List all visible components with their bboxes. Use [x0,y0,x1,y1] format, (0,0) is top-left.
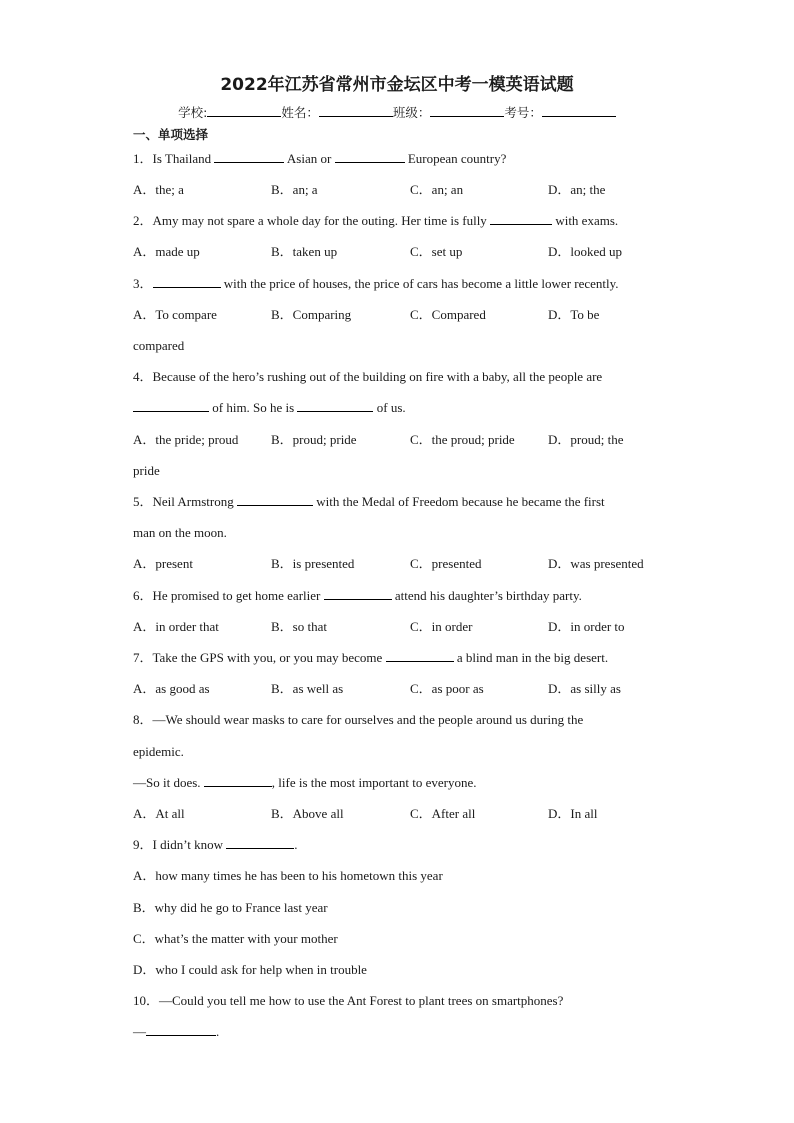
option-d-wrap: pride [133,463,160,478]
option-d[interactable]: D．In all [548,806,598,821]
option-b[interactable]: B．is presented [271,556,355,571]
question-2-options [133,244,693,260]
option-c[interactable]: C．After all [410,806,476,821]
question-text: —So it does. [133,775,204,790]
question-8-stem-cont: epidemic. [133,744,184,759]
question-text: 6．He promised to get home earlier [133,588,324,603]
option-c[interactable]: C．set up [410,244,463,259]
class-blank[interactable] [430,105,504,117]
question-text: with the price of houses, the price of cars has become a little lower recently. [220,276,619,291]
option-b[interactable]: B．why did he go to France last year [133,900,328,915]
question-10-stem: 10．—Could you tell me how to use the Ant Forest to plant trees on smartphones? [133,993,564,1008]
exam-number-blank[interactable] [542,105,616,117]
question-4-options [133,432,693,448]
option-d[interactable]: D．looked up [548,244,623,259]
option-d[interactable]: D．in order to [548,619,625,634]
answer-blank[interactable] [226,837,294,849]
question-5-stem-cont: man on the moon. [133,525,227,540]
option-d[interactable]: D．was presented [548,556,644,571]
option-d[interactable]: D．as silly as [548,681,621,696]
option-b[interactable]: B．so that [271,619,327,634]
option-c[interactable]: C．presented [410,556,482,571]
question-7-options [133,681,693,697]
option-c[interactable]: C．an; an [410,182,464,197]
school-blank[interactable] [207,105,281,117]
question-text: with exams. [552,213,619,228]
question-text: — [133,1024,146,1039]
question-6-stem [133,588,582,604]
option-b[interactable]: B．taken up [271,244,338,259]
option-d[interactable]: D．To be [548,307,600,322]
question-text: , life is the most important to everyone. [271,775,477,790]
question-1-options [133,182,693,198]
question-9-stem [133,837,298,853]
option-c[interactable]: C．Compared [410,307,486,322]
section-heading: 一、单项选择 [133,127,209,142]
option-a[interactable]: A．To compare [133,307,217,322]
student-info-line [0,103,794,121]
question-text: 1．Is Thailand [133,151,215,166]
question-8-reply [133,775,477,791]
option-b[interactable]: B．Above all [271,806,344,821]
option-d[interactable]: D．proud; the [548,432,624,447]
option-d-wrap: compared [133,338,185,353]
question-text: of us. [373,400,406,415]
question-2-stem [133,213,618,229]
question-text: 2．Amy may not spare a whole day for the outing. Her time is fully [133,213,491,228]
name-label: 姓名： [281,105,319,120]
answer-blank[interactable] [386,650,454,662]
question-text: with the Medal of Freedom because he became the first [313,494,605,509]
option-b[interactable]: B．as well as [271,681,344,696]
exam-title: 2022年江苏省常州市金坛区中考一模英语试题 [220,75,574,95]
answer-blank[interactable] [133,400,209,412]
option-a[interactable]: A．At all [133,806,185,821]
question-4-stem: 4．Because of the hero’s rushing out of the building on fire with a baby, all the people are [133,369,603,384]
option-a[interactable]: A．the pride; proud [133,432,239,447]
question-text: attend his daughter’s birthday party. [391,588,582,603]
question-5-options [133,556,693,572]
option-d[interactable]: D．an; the [548,182,606,197]
option-c[interactable]: C．as poor as [410,681,484,696]
question-4-stem-cont [133,400,406,416]
answer-blank[interactable] [146,1024,216,1036]
option-b[interactable]: B．an; a [271,182,318,197]
question-1-stem [133,151,506,167]
answer-blank[interactable] [153,276,221,288]
name-blank[interactable] [319,105,393,117]
exam-number-label: 考号： [504,105,542,120]
option-c[interactable]: C．in order [410,619,473,634]
answer-blank[interactable] [214,151,284,163]
question-5-stem [133,494,605,510]
option-c[interactable]: C．what’s the matter with your mother [133,931,338,946]
question-10-reply [133,1024,219,1040]
option-d[interactable]: D．who I could ask for help when in trouble [133,962,367,977]
option-a[interactable]: A．made up [133,244,200,259]
question-8-stem: 8．—We should wear masks to care for ourselves and the people around us during the [133,712,584,727]
option-a[interactable]: A．how many times he has been to his hometown this year [133,868,443,883]
question-text: 3． [133,276,153,291]
question-text: . [294,837,298,852]
option-a[interactable]: A．as good as [133,681,210,696]
question-text: 9．I didn’t know [133,837,227,852]
question-3-stem [133,276,619,292]
school-label: 学校: [178,105,208,120]
question-6-options [133,619,693,635]
option-b[interactable]: B．proud; pride [271,432,357,447]
question-7-stem [133,650,608,666]
answer-blank[interactable] [490,213,552,225]
question-8-options [133,806,693,822]
class-label: 班级： [392,105,431,120]
option-a[interactable]: A．in order that [133,619,219,634]
question-text: 7．Take the GPS with you, or you may become [133,650,386,665]
answer-blank[interactable] [204,775,272,787]
option-a[interactable]: A．present [133,556,193,571]
option-b[interactable]: B．Comparing [271,307,352,322]
question-text: Asian or [284,151,335,166]
question-text: . [216,1024,220,1039]
option-c[interactable]: C．the proud; pride [410,432,515,447]
option-a[interactable]: A．the; a [133,182,184,197]
question-3-options [133,307,693,323]
question-text: European country? [404,151,507,166]
question-text: 5．Neil Armstrong [133,494,237,509]
question-text: a blind man in the big desert. [453,650,609,665]
answer-blank[interactable] [335,151,405,163]
question-text: of him. So he is [209,400,298,415]
answer-blank[interactable] [297,400,373,412]
answer-blank[interactable] [324,588,392,600]
answer-blank[interactable] [237,494,313,506]
